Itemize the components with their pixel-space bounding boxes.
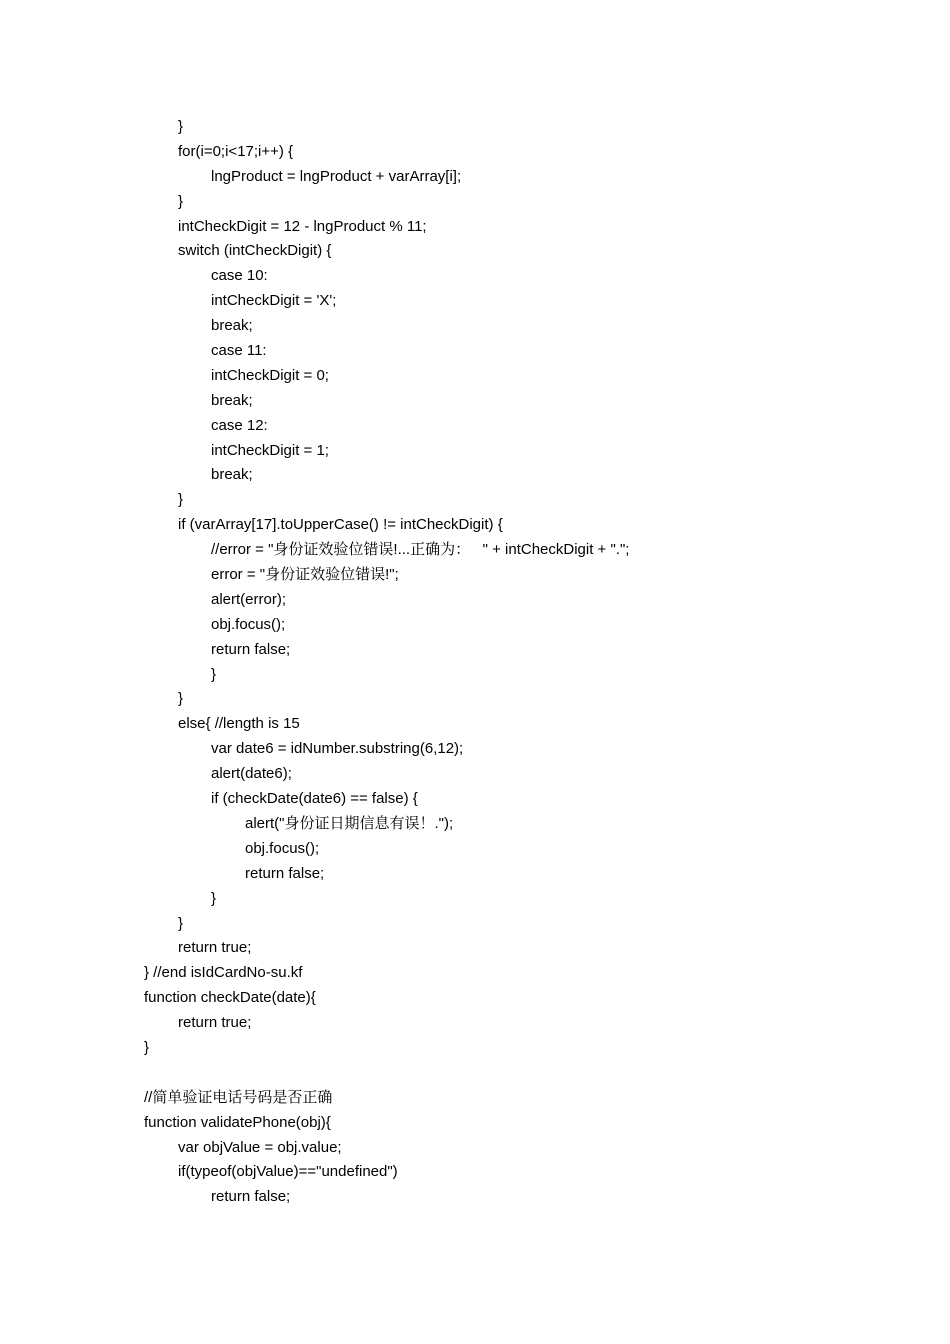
code-line: alert("身份证日期信息有误！.");: [245, 814, 454, 832]
code-line: }: [178, 491, 184, 509]
code-line: //error = "身份证效验位错误!...正确为： " + intCheckDigit + ".";: [211, 541, 630, 559]
code-line: if (checkDate(date6) == false) {: [211, 790, 418, 808]
code-line: //简单验证电话号码是否正确: [144, 1088, 333, 1106]
code-line: case 12:: [211, 416, 268, 434]
code-line: case 10:: [211, 267, 268, 285]
code-listing: [144, 115, 864, 1210]
code-line: break;: [211, 317, 253, 335]
code-line: obj.focus();: [211, 615, 286, 633]
code-line: lngProduct = lngProduct + varArray[i];: [211, 167, 462, 185]
code-line: }: [211, 665, 217, 683]
code-line: obj.focus();: [245, 839, 320, 857]
code-line: case 11:: [211, 342, 267, 360]
code-line: }: [144, 1038, 150, 1056]
code-line: break;: [211, 466, 253, 484]
code-line: else{ //length is 15: [178, 715, 300, 733]
code-line: }: [178, 690, 184, 708]
code-line: function checkDate(date){: [144, 989, 316, 1007]
blank-line: [144, 1061, 864, 1086]
code-line: } //end isIdCardNo-su.kf: [144, 964, 303, 982]
code-line: return false;: [211, 640, 291, 658]
code-line: return true;: [178, 939, 252, 957]
code-line: return false;: [211, 1188, 291, 1206]
code-line: alert(date6);: [211, 765, 292, 783]
code-line: return true;: [178, 1014, 252, 1032]
code-line: switch (intCheckDigit) {: [178, 242, 332, 260]
code-line: }: [211, 889, 217, 907]
code-line: }: [178, 914, 184, 932]
code-line: alert(error);: [211, 590, 287, 608]
code-line: var date6 = idNumber.substring(6,12);: [211, 740, 464, 758]
code-line: }: [178, 192, 184, 210]
code-line: intCheckDigit = 1;: [211, 441, 329, 459]
code-line: intCheckDigit = 12 - lngProduct % 11;: [178, 217, 427, 235]
code-line: var objValue = obj.value;: [178, 1138, 342, 1156]
code-line: intCheckDigit = 0;: [211, 366, 329, 384]
code-line: return false;: [245, 864, 325, 882]
code-line: if (varArray[17].toUpperCase() != intCheckDigit) {: [178, 516, 503, 534]
code-line: error = "身份证效验位错误!";: [211, 566, 399, 584]
code-line: function validatePhone(obj){: [144, 1113, 331, 1131]
code-line: for(i=0;i<17;i++) {: [178, 142, 294, 160]
code-line: if(typeof(objValue)=="undefined"): [178, 1163, 398, 1181]
code-line: intCheckDigit = 'X';: [211, 292, 337, 310]
code-line: }: [178, 118, 184, 135]
code-line: break;: [211, 391, 253, 409]
